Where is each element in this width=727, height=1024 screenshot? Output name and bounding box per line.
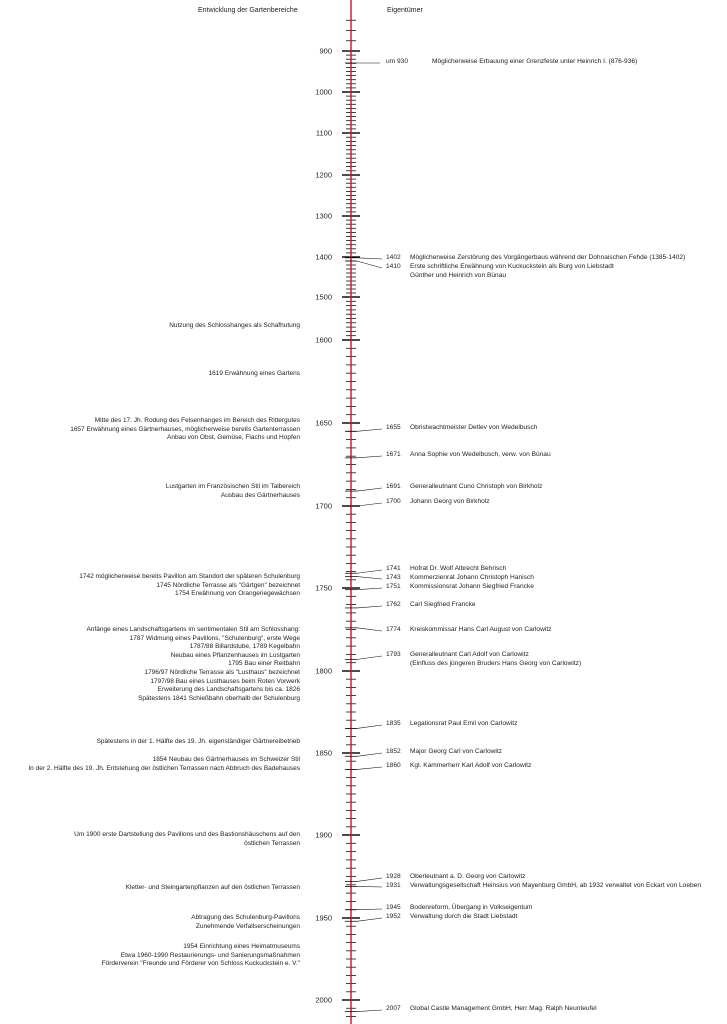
axis-year-label: 900 xyxy=(319,46,332,56)
owner-leader xyxy=(357,886,382,887)
garden-event xyxy=(169,322,300,331)
axis-year-label: 1750 xyxy=(315,583,332,593)
axis-year-label: 1900 xyxy=(315,830,332,840)
axis-year-label: 1000 xyxy=(315,87,332,97)
axis-year-label: 2000 xyxy=(315,995,332,1005)
garden-event-line: Zunehmende Verfallserscheinungen xyxy=(195,922,300,930)
owner-leader xyxy=(357,570,382,573)
owner-text: Hofrat Dr. Wolf Albrecht Behrisch xyxy=(410,565,507,572)
owner-year: 1751 xyxy=(386,583,401,590)
garden-event xyxy=(166,483,300,500)
owner-year: 1774 xyxy=(386,626,401,633)
owner-year: 1743 xyxy=(386,574,401,581)
owner-year: 1952 xyxy=(386,913,401,920)
garden-event-line: 1954 Einrichtung eines Heimatmuseums xyxy=(183,943,300,950)
owner-year: 1402 xyxy=(386,254,401,261)
garden-event-line: Mitte des 17. Jh. Rodung des Felsenhanges im Bereich des Rittergutes xyxy=(94,417,300,424)
first-event-year: um 930 xyxy=(386,58,408,65)
garden-event-line: Kletter- und Steingartenpflanzen auf den östlichen Terrassen xyxy=(125,884,300,891)
garden-event-line: 1657 Erwähnung eines Gärtnerhauses, möglicherweise bereits Gartenterrassen xyxy=(70,425,300,433)
owner-leader xyxy=(357,488,382,491)
owner-leader xyxy=(357,606,382,608)
axis-year-label: 1650 xyxy=(315,418,332,428)
owner-text: Bodenreform, Übergang in Volkseigentum xyxy=(410,904,533,911)
owner-year: 1793 xyxy=(386,651,401,658)
garden-event-line: Anbau von Obst, Gemüse, Flachs und Hopfen xyxy=(167,434,300,442)
owner-year: 1931 xyxy=(386,882,401,889)
owner-text: Legationsrat Paul Emil von Carlowitz xyxy=(410,720,518,727)
owner-leader xyxy=(357,261,382,268)
owner-year: 1671 xyxy=(386,451,401,458)
garden-event-line: Förderverein "Freunde und Förderer von Schloss Kuckuckstein e. V." xyxy=(101,960,300,968)
garden-event xyxy=(79,573,300,599)
header-owners: Eigentümer xyxy=(387,7,423,14)
owner-text: Major Georg Carl von Carlowitz xyxy=(410,748,502,755)
garden-event xyxy=(126,884,300,893)
garden-event-line: Etwa 1960-1990 Restaurierungs- und Sanierungsmaßnahmen xyxy=(120,951,300,959)
owner-text: Kreiskommissar Hans Carl August von Carlowitz xyxy=(410,626,552,633)
owner-leader xyxy=(357,918,382,921)
garden-event-line: 1796/97 Nördliche Terrasse als "Lusthaus" bezeichnet xyxy=(144,668,300,676)
owner-leader xyxy=(357,577,382,579)
owner-leader xyxy=(357,767,382,769)
garden-event-line: Erweiterung des Landschaftsgartens bis ca. 1826 xyxy=(157,686,300,694)
owner-leader xyxy=(357,725,382,728)
owner-year: 1700 xyxy=(386,498,401,505)
header-garden-development: Entwicklung der Gartenbereiche xyxy=(198,7,298,14)
owner-year: 1945 xyxy=(386,904,401,911)
owner-year: 1860 xyxy=(386,762,401,769)
owner-year: 1691 xyxy=(386,483,401,490)
owner-text: Verwaltungsgesellschaft Heinsius von Mayenburg GmbH, ab 1932 verwaltet von Eckart von Loeben xyxy=(410,882,702,889)
owner-year: 1835 xyxy=(386,720,401,727)
owner-leader xyxy=(357,628,382,631)
garden-event-line: Nutzung des Schlosshanges als Schafhutung xyxy=(169,322,300,329)
owner-text: Kommissionsrat Johann Siegfried Francke xyxy=(410,583,534,590)
owner-year: 1928 xyxy=(386,873,401,880)
owner-leader xyxy=(357,753,382,756)
owner-leader xyxy=(357,909,382,910)
garden-event-line: 1787/88 Billardstube, 1789 Kegelbahn xyxy=(189,643,300,651)
owner-text: Günther und Heinrich von Bünau xyxy=(410,272,507,279)
garden-event-line: 1745 Nördliche Terrasse als "Gärtgen" bezeichnet xyxy=(156,581,300,589)
garden-event-line: 1854 Neubau des Gärtnerhauses im Schweizer Stil xyxy=(152,756,300,763)
garden-event-line: Lustgarten im Französischen Stil im Talbereich xyxy=(165,483,300,490)
garden-event-line: Ausbau des Gärtnerhauses xyxy=(220,491,300,499)
axis-year-label: 1950 xyxy=(315,913,332,923)
owner-leader xyxy=(357,258,382,259)
axis-year-label: 1700 xyxy=(315,501,332,511)
garden-event xyxy=(102,943,300,969)
garden-event-line: 1619 Erwähnung eines Gartens xyxy=(208,370,300,377)
owner-year: 1741 xyxy=(386,565,401,572)
axis-year-label: 1850 xyxy=(315,748,332,758)
axis-year-label: 1600 xyxy=(315,335,332,345)
owner-text: (Einfluss des jüngeren Bruders Hans Georg von Carlowitz) xyxy=(410,660,582,667)
garden-event xyxy=(86,626,300,703)
garden-event-line: östlichen Terrassen xyxy=(244,839,300,847)
owner-year: 1852 xyxy=(386,748,401,755)
garden-event-line: Spätestens in der 1. Hälfte des 19. Jh. eigenständiger Gärtnereibetrieb xyxy=(96,738,300,745)
garden-event-line: 1742 möglicherweise bereits Pavillon am Standort der späteren Schulenburg xyxy=(79,573,300,580)
axis-year-label: 1800 xyxy=(315,666,332,676)
owner-leader xyxy=(357,503,382,506)
owner-text: Oberleutnant a. D. Georg von Carlowitz xyxy=(410,873,526,880)
owner-text: Kommerzienrat Johann Christoph Hanisch xyxy=(410,574,534,581)
axis-year-label: 1300 xyxy=(315,211,332,221)
garden-event xyxy=(70,417,300,443)
owner-year: 1762 xyxy=(386,601,401,608)
owner-year: 2007 xyxy=(386,1005,401,1012)
first-event-text: Möglicherweise Erbauung einer Grenzfeste unter Heinrich I. (876-936) xyxy=(432,58,638,65)
owner-leader xyxy=(357,1010,382,1012)
owner-text: Anna Sophie von Wedelbusch, verw. von Bünau xyxy=(410,451,551,458)
garden-event-line: Anfänge eines Landschaftsgartens im sentimentalen Stil am Schlosshang: xyxy=(86,626,300,633)
garden-event-line: Um 1900 erste Dartstellung des Pavillons und des Bastionshäuschens auf den xyxy=(74,831,300,838)
owner-text: Möglicherweise Zerstörung des Vorgängerbaus während der Dohnaischen Fehde (1385-1402) xyxy=(410,254,686,261)
axis-year-label: 1400 xyxy=(315,252,332,262)
garden-event xyxy=(97,738,300,747)
garden-event-line: 1787 Widmung eines Pavillons, "Schulenburg", erste Wege xyxy=(129,634,300,642)
garden-event-line: 1754 Erwähnung von Orangeriegewächsen xyxy=(174,590,300,598)
garden-event-line: Neubau eines Pflanzenhauses im Lustgarten xyxy=(170,651,300,659)
garden-event xyxy=(74,831,300,848)
garden-event xyxy=(209,370,300,379)
owner-year: 1655 xyxy=(386,424,401,431)
garden-event-line: Spätestens 1841 Schießbahn oberhalb der Schulenburg xyxy=(138,694,300,702)
garden-event xyxy=(28,756,300,773)
owner-leader xyxy=(357,878,382,881)
owner-text: Johann Georg von Birkholz xyxy=(410,498,490,505)
axis-year-label: 1500 xyxy=(315,292,332,302)
owner-text: Generalleutnant Cuno Christoph von Birkholz xyxy=(410,483,543,490)
owner-leader xyxy=(357,588,382,590)
owner-year: 1410 xyxy=(386,263,401,270)
axis-year-label: 1200 xyxy=(315,170,332,180)
owner-leader xyxy=(357,456,382,458)
owner-text: Obristwachtmeister Detlev von Wedelbusch xyxy=(410,424,538,431)
garden-event-line: 1795 Bau einer Reitbahn xyxy=(228,660,300,668)
owner-text: Generalleutnant Carl Adolf von Carlowitz xyxy=(410,651,529,658)
owner-text: Erste schriftliche Erwähnung von Kuckuckstein als Burg von Liebstadt xyxy=(410,263,614,270)
owner-leader xyxy=(357,656,382,659)
garden-event xyxy=(191,914,300,931)
garden-event-line: In der 2. Hälfte des 19. Jh. Entstehung der östlichen Terrassen nach Abbruch des Badehauses xyxy=(28,764,300,772)
owner-leader xyxy=(357,429,382,431)
axis-year-label: 1100 xyxy=(315,128,332,138)
owner-text: Kgl. Kammerherr Karl Adolf von Carlowitz xyxy=(410,762,532,769)
owner-text: Carl Siegfried Francke xyxy=(410,601,476,608)
garden-event-line: Abtragung des Schulenburg-Pavillons xyxy=(191,914,300,921)
owner-text: Global Castle Management GmbH, Herr Mag. Ralph Neunteufel xyxy=(410,1005,597,1012)
owner-text: Verwaltung durch die Stadt Liebstadt xyxy=(410,913,518,920)
garden-event-line: 1797/98 Bau eines Lusthauses beim Roten Vorwerk xyxy=(150,677,300,685)
